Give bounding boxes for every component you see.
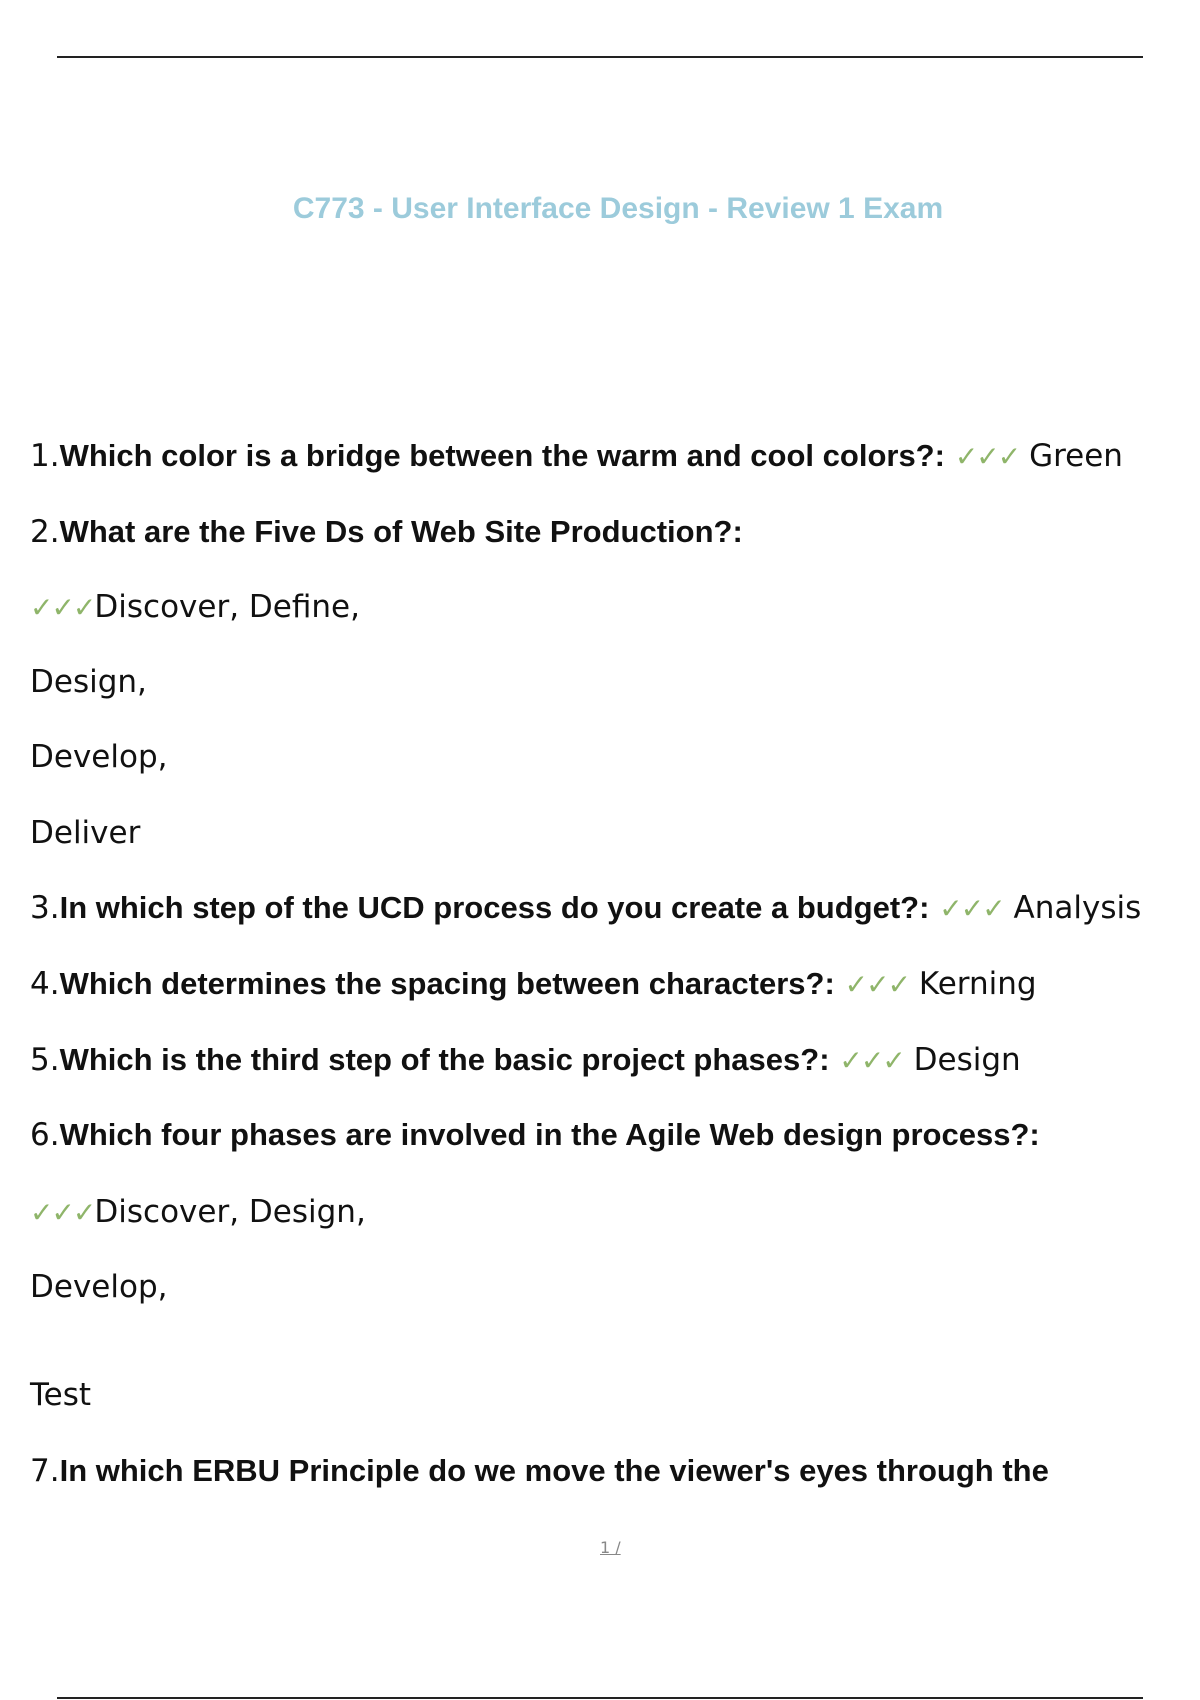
top-rule (57, 56, 1143, 58)
answer-text: Kerning (918, 966, 1037, 1002)
question-6 (30, 1115, 1040, 1155)
question-number: 6. (30, 1117, 60, 1153)
answer-text: Analysis (1013, 890, 1142, 926)
question-5 (30, 1040, 1021, 1081)
question-number: 4. (30, 966, 60, 1002)
question-3 (30, 888, 1141, 929)
question-text: Which four phases are involved in the Agile Web design process?: (59, 1117, 1040, 1152)
answer-text: Deliver (30, 815, 141, 851)
checkmark-icon: ✓✓✓ (954, 440, 1020, 473)
answer-2-line-4 (30, 813, 140, 853)
question-text: In which ERBU Principle do we move the viewer's eyes through the (59, 1453, 1049, 1488)
answer-text: Develop, (30, 1269, 168, 1305)
question-number: 3. (30, 890, 60, 926)
answer-text: Design (913, 1042, 1021, 1078)
question-number: 1. (30, 438, 60, 474)
page-number: 1 / (600, 1538, 621, 1557)
answer-text: Design, (30, 664, 147, 700)
checkmark-icon: ✓✓✓ (939, 892, 1004, 925)
answer-2-line-3 (30, 737, 167, 777)
answer-text: Develop, (30, 739, 168, 775)
checkmark-icon: ✓✓✓ (839, 1044, 904, 1077)
question-number: 5. (30, 1042, 60, 1078)
answer-text: Test (30, 1377, 92, 1413)
bottom-rule (57, 1697, 1143, 1699)
answer-text: Discover, Design, (94, 1194, 366, 1230)
question-text: Which determines the spacing between characters?: (59, 966, 835, 1001)
question-number: 7. (30, 1453, 60, 1489)
answer-6-line-2 (30, 1267, 167, 1307)
question-text: Which is the third step of the basic project phases?: (59, 1042, 830, 1077)
answer-text: Green (1029, 438, 1123, 474)
question-7 (30, 1451, 1049, 1491)
question-number: 2. (30, 514, 60, 550)
question-text: What are the Five Ds of Web Site Production?: (59, 514, 743, 549)
checkmark-icon: ✓✓✓ (30, 591, 95, 624)
document-title: C773 - User Interface Design - Review 1 Exam (292, 192, 944, 225)
question-1 (30, 436, 1123, 477)
question-text: In which step of the UCD process do you create a budget?: (59, 890, 930, 925)
question-2 (30, 512, 743, 552)
checkmark-icon: ✓✓✓ (30, 1196, 95, 1229)
checkmark-icon: ✓✓✓ (844, 968, 910, 1001)
question-4 (30, 964, 1037, 1005)
answer-2-line-1 (30, 587, 360, 628)
answer-text: Discover, Define, (94, 589, 360, 625)
answer-6-line-1 (30, 1192, 366, 1233)
answer-6-line-3 (30, 1375, 91, 1415)
question-text: Which color is a bridge between the warm and cool colors?: (59, 438, 945, 473)
answer-2-line-2 (30, 662, 147, 702)
